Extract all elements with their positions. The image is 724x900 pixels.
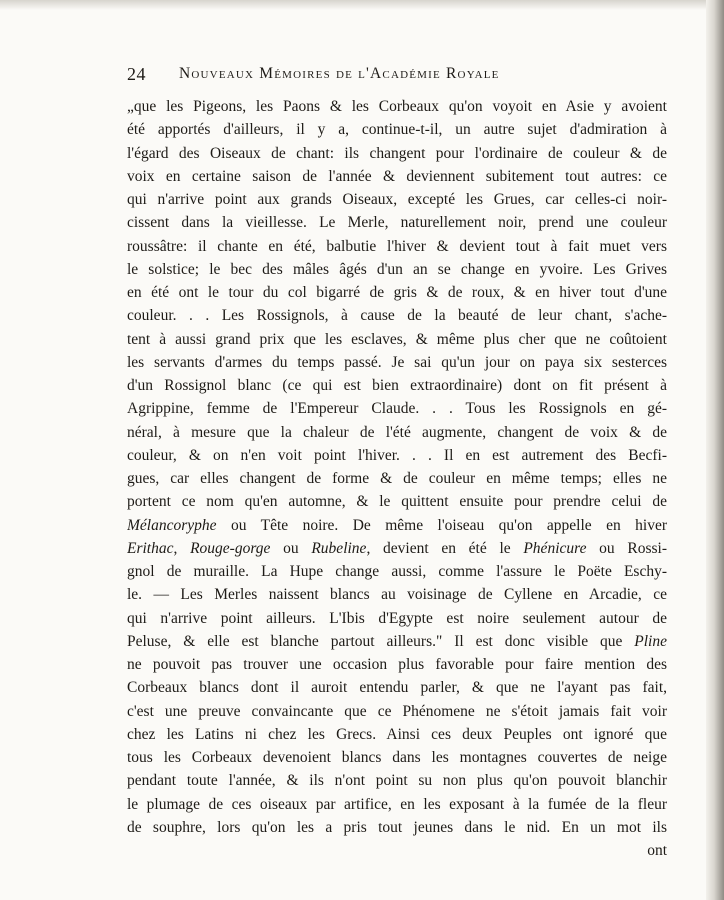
text-run: tous les Corbeaux devenoient blancs dans les montagnes couvertes de neige (127, 749, 667, 766)
italic-term: Rouge-gorge (190, 539, 271, 557)
text-line (127, 374, 667, 397)
text-line (127, 746, 667, 769)
text-run: „que les Pigeons, les Paons & les Corbeaux qu'on voyoit en Asie y avoient (127, 98, 667, 115)
text-line (127, 351, 667, 374)
text-run: de souphre, lors qu'on les a pris tout jeunes dans le nid. En un mot ils (127, 818, 667, 836)
text-run: néral, à mesure que la chaleur de l'été augmente, changent de voix & de (127, 423, 667, 441)
page-header (127, 64, 667, 88)
italic-term: Pline (634, 632, 667, 650)
text-line (127, 793, 667, 816)
text-run: chez les Latins ni chez les Grecs. Ainsi ces deux Peuples ont ignoré que (127, 725, 667, 743)
text-run: l'égard des Oiseaux de chant: ils changent pour l'ordinaire de couleur & de (127, 144, 667, 162)
text-run: couleur. . . Les Rossignols, à cause de la beauté de leur chant, s'ache- (127, 307, 667, 325)
text-line (127, 607, 667, 630)
text-line (127, 281, 667, 304)
page-number: 24 (127, 64, 146, 84)
catchword: ont (647, 842, 667, 859)
text-line (127, 514, 667, 537)
text-line (127, 769, 667, 792)
text-run: cissent dans la vieillesse. Le Merle, naturellement noir, prend une couleur (127, 214, 667, 232)
text-line (127, 95, 667, 118)
text-run: en été ont le tour du col bigarré de gris & de roux, & en hiver tout d'une (127, 284, 667, 301)
text-run: Corbeaux blancs dont il auroit entendu parler, & que ne l'ayant pas fait, (127, 679, 667, 697)
text-run: ou Rossi- (586, 539, 667, 557)
text-line (127, 328, 667, 351)
text-run: gues, car elles changent de forme & de couleur en même temps; elles ne (127, 470, 667, 487)
text-line (127, 235, 667, 258)
text-run: ou (270, 539, 312, 557)
top-shadow (0, 0, 706, 10)
text-run: gnol de muraille. La Hupe change aussi, comme l'assure le Poëte Eschy- (127, 563, 667, 580)
text-line (127, 421, 667, 444)
text-line (127, 490, 667, 513)
italic-term: Phénicure (523, 539, 587, 557)
text-run: ne pouvoit pas trouver une occasion plus favorable pour faire mention des (127, 656, 667, 673)
text-line (127, 583, 667, 606)
text-line (127, 816, 667, 839)
text-run: couleur, & on n'en voit point l'hiver. . . Il en est autrement des Becfi- (127, 446, 667, 464)
text-line (127, 723, 667, 746)
text-line (127, 304, 667, 327)
italic-term: Mélancoryphe (127, 516, 217, 534)
text-run: ou Tête noire. De même l'oiseau qu'on appelle en hiver (216, 516, 667, 534)
page-edge (706, 0, 724, 900)
text-line (127, 467, 667, 490)
italic-term: Rubeline (311, 539, 367, 557)
text-run: qui n'arrive point ailleurs. L'Ibis d'Egypte est noire seulement autour de (127, 609, 667, 627)
text-run: c'est une preuve convaincante que ce Phénomene ne s'étoit jamais fait voir (127, 702, 667, 720)
text-run: Agrippine, femme de l'Empereur Claude. . . Tous les Rossignols en gé- (127, 400, 667, 418)
text-line (127, 165, 667, 188)
text-run: le. — Les Merles naissent blancs au voisinage de Cyllene en Arcadie, ce (127, 586, 667, 604)
running-head: Nouveaux Mémoires de l'Académie Royale (179, 65, 500, 82)
text-line (127, 188, 667, 211)
text-line (127, 630, 667, 653)
text-run: d'un Rossignol blanc (ce qui est bien extraordinaire) dont on fit présent à (127, 377, 667, 394)
text-line (127, 118, 667, 141)
text-run: voix en certaine saison de l'année & deviennent subitement tout autres: ce (127, 167, 667, 185)
text-run: qui n'arrive point aux grands Oiseaux, excepté les Grues, car celles-ci noir- (127, 191, 667, 208)
text-line (127, 700, 667, 723)
text-line (127, 211, 667, 234)
text-line (127, 258, 667, 281)
text-run: , (173, 539, 191, 557)
text-line (127, 444, 667, 467)
text-run: tent à aussi grand prix que les esclaves, & même plus cher que ne coûtoient (127, 330, 667, 348)
text-run: roussâtre: il chante en été, balbutie l'hiver & devient tout à fait muet vers (127, 237, 667, 255)
text-run: , devient en été le (366, 539, 524, 557)
text-run: été apportés d'ailleurs, il y a, continue-t-il, un autre sujet d'admiration à (127, 121, 667, 139)
text-run: le plumage de ces oiseaux par artifice, en les exposant à la fumée de la fleur (127, 795, 667, 813)
text-line (127, 537, 667, 560)
text-run: les servants d'armes du temps passé. Je sai qu'un jour on paya six sesterces (127, 353, 667, 371)
text-run: le solstice; le bec des mâles âgés d'un an se change en yvoire. Les Grives (127, 260, 667, 278)
text-run: pendant toute l'année, & ils n'ont point su non plus qu'on pouvoit blanchir (127, 772, 667, 790)
text-line (127, 560, 667, 583)
text-line (127, 397, 667, 420)
italic-term: Erithac (127, 539, 174, 557)
text-line (127, 676, 667, 699)
text-run: Peluse, & elle est blanche partout ailleurs." Il est donc visible que (127, 632, 635, 650)
text-line (127, 142, 667, 165)
body-text (127, 95, 667, 862)
text-line (127, 653, 667, 676)
text-run: portent ce nom qu'en automne, & le quittent ensuite pour prendre celui de (127, 493, 667, 511)
